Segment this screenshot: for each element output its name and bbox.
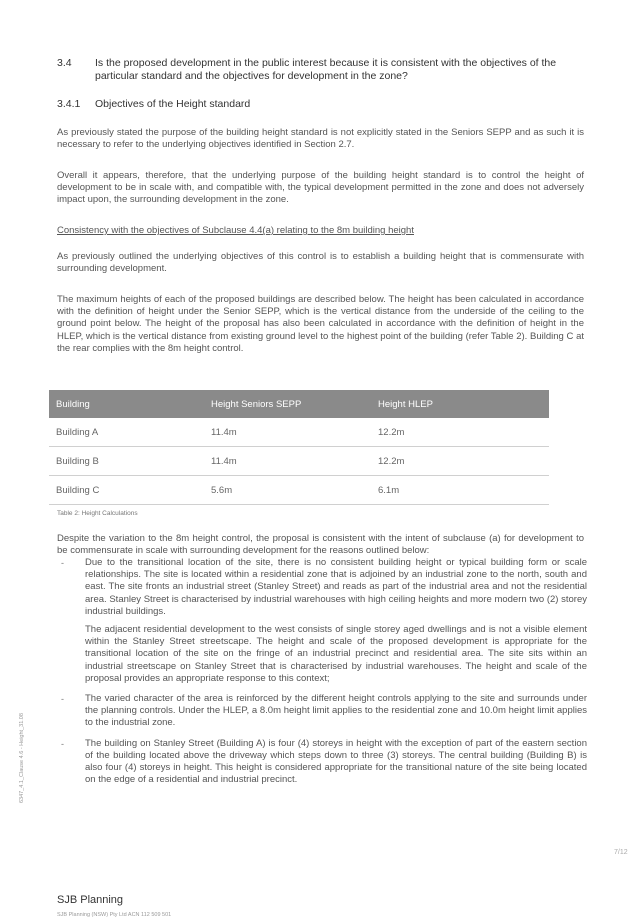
table-cell: 6.1m bbox=[371, 476, 549, 505]
table-cell: Building B bbox=[49, 447, 204, 476]
bullet-marker: - bbox=[61, 558, 64, 568]
table-row bbox=[49, 418, 549, 447]
bullet-marker: - bbox=[61, 694, 64, 705]
table-cell: 12.2m bbox=[371, 447, 549, 476]
subsection-title: Objectives of the Height standard bbox=[95, 98, 251, 110]
paragraph-purpose: As previously stated the purpose of the building height standard is not explicitly stated in the Seniors SEPP and as such it is necessary to refer to the underlying objectives identified in Section 2.7. bbox=[57, 127, 584, 151]
table-header-hlep: Height HLEP bbox=[371, 390, 549, 418]
table-cell: Building C bbox=[49, 476, 204, 505]
section-number: 3.4 bbox=[57, 57, 72, 69]
section-title: Is the proposed development in the public interest because it is consistent with the objectives of the particular standard and the objectives for development in the zone? bbox=[95, 57, 557, 82]
list-item bbox=[57, 557, 587, 685]
paragraph-intro: Despite the variation to the 8m height control, the proposal is consistent with the intent of subclause (a) for development to be commensurate in scale with surrounding development for the reasons outlined below: bbox=[57, 533, 584, 557]
table-cell: 5.6m bbox=[204, 476, 371, 505]
paragraph-objectives: As previously outlined the underlying objectives of this control is to establish a building height that is commensurate with surrounding development. bbox=[57, 251, 584, 275]
table-caption: Table 2: Height Calculations bbox=[57, 510, 138, 517]
brand-name: SJB Planning bbox=[57, 894, 124, 906]
list-item-text: Due to the transitional location of the site, there is no consistent building height or typical building form or scale relationships. The site is located within a residential zone that is adjoined by an industrial zone to the north, south and east. The site fronts an industrial street (Stanley Street) and reads as part of the industrial area and not the residential area. Stanley Street is characterised by industrial warehouses with high ceiling heights and more modern two (2) storey industrial buildings. bbox=[85, 557, 587, 617]
bullet-list bbox=[57, 557, 587, 794]
table-header-building: Building bbox=[49, 390, 204, 418]
list-item bbox=[57, 693, 587, 730]
subsection-number: 3.4.1 bbox=[57, 98, 81, 110]
page-number: 7/12 bbox=[614, 849, 628, 856]
table-header-row bbox=[49, 390, 549, 418]
paragraph-maximum-heights: The maximum heights of each of the proposed buildings are described below. The height has been calculated in accordance with the definition of height under the Senior SEPP, which is the vertical distance from the underside of the ceiling to the ground point below. The height of the proposal has also been calculated in accordance with the definition of height in the HLEP, which is the vertical distance from existing ground level to the highest point of the building (refer Table 2). Building C at the rear complies with the 8m height control. bbox=[57, 294, 584, 354]
table-cell: 11.4m bbox=[204, 447, 371, 476]
height-table bbox=[49, 390, 549, 505]
list-item bbox=[57, 738, 587, 787]
paragraph-consistency-heading: Consistency with the objectives of Subclause 4.4(a) relating to the 8m building height bbox=[57, 225, 414, 236]
list-item-text: The adjacent residential development to the west consists of single storey aged dwellings and is not a visible element within the Stanley Street streetscape. The height and scale of the proposed development is appropriate for the transitional location of the site on the fringe of an industrial precinct and residential area. The site sits within an industrial streetscape on Stanley Street that is characterised by industrial warehouses. The height and scale of the proposal provides an appropriate response to this context; bbox=[85, 624, 587, 684]
table-cell: 11.4m bbox=[204, 418, 371, 447]
paragraph-underlying-purpose: Overall it appears, therefore, that the underlying purpose of the building height standard is to control the height of development to be in scale with, and compatible with, the typical development permitted in the zone and does not adversely impact upon, the surrounding development in the zone. bbox=[57, 170, 584, 206]
table-header-seniors-sepp: Height Seniors SEPP bbox=[204, 390, 371, 418]
table-cell: 12.2m bbox=[371, 418, 549, 447]
table-row bbox=[49, 476, 549, 505]
table-cell: Building A bbox=[49, 418, 204, 447]
list-item-text: The varied character of the area is reinforced by the different height controls applying to the site and surrounds under the planning controls. Under the HLEP, a 8.0m height limit applies to the residential zone and 10.0m height limit applies to the industrial zone. bbox=[85, 693, 587, 729]
bullet-marker: - bbox=[61, 738, 64, 749]
side-reference-text: 6347_4.1_Clause 4.6 - Height_31.08 bbox=[19, 713, 25, 803]
company-address: SJB Planning (NSW) Pty Ltd ACN 112 509 501 bbox=[57, 912, 172, 918]
table-row bbox=[49, 447, 549, 476]
list-item-text: The building on Stanley Street (Building A) is four (4) storeys in height with the exception of part of the eastern section of the building located above the driveway which steps down to three (3) storeys. The central building (Building B) is also four (4) storeys in height. This height is considered appropriate for the transitional nature of the site being located on the edge of a residential and industrial precinct. bbox=[85, 737, 587, 786]
